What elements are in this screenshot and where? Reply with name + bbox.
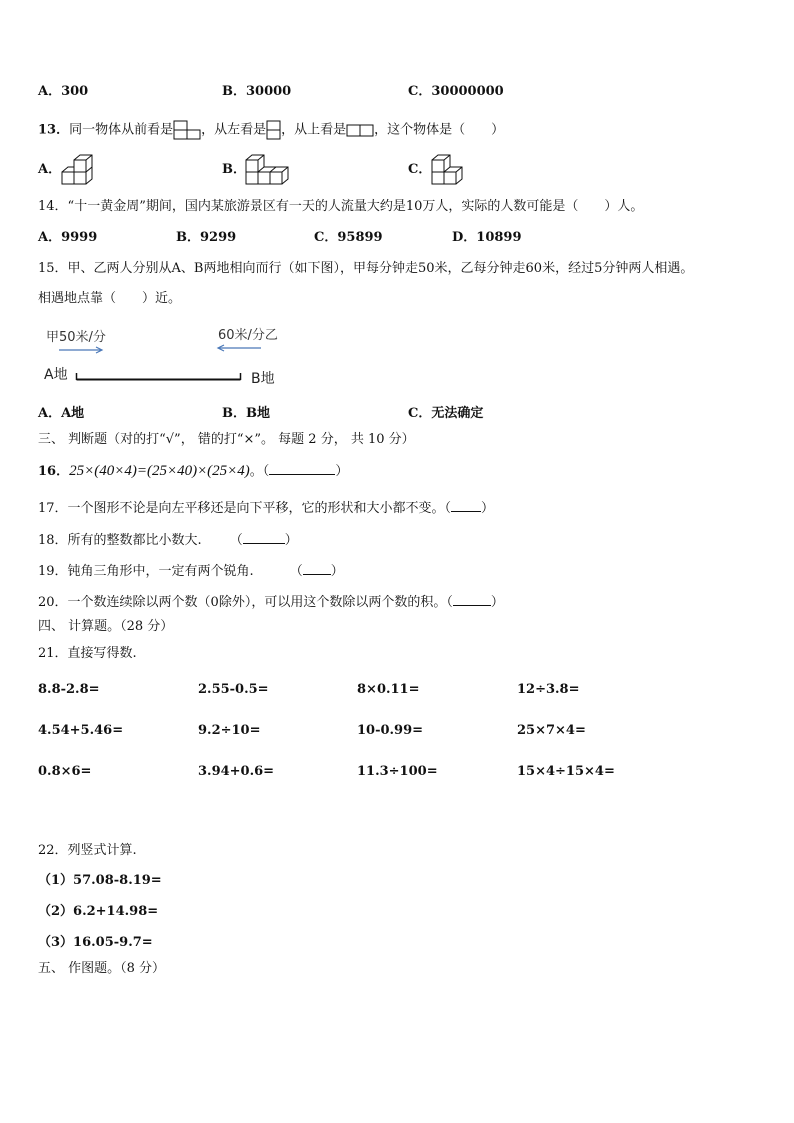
q16-answer-blank[interactable]: [269, 462, 335, 475]
q15-option-c: C．无法确定: [408, 406, 484, 421]
q13-option-b-label: B．: [222, 162, 246, 177]
top-view-icon: [346, 123, 374, 137]
q16-tail: 。（: [249, 464, 270, 479]
q13-text-4: ，这个物体是（ ）: [374, 122, 505, 138]
q20-close: ）: [490, 595, 504, 610]
q17-answer-blank[interactable]: [451, 499, 481, 512]
q15-option-a: A．A地: [38, 406, 85, 421]
q19-text: 19．钝角三角形中，一定有两个锐角.: [38, 564, 254, 579]
section-5-heading: 五、 作图题。（8 分）: [38, 961, 166, 976]
q19-close: ）: [330, 564, 344, 579]
cube-figure-b-icon: [244, 152, 290, 186]
calc-item: 15×4÷15×4=: [517, 764, 615, 779]
calc-item: 8×0.11=: [357, 682, 420, 697]
left-arrow-icon: [216, 344, 262, 352]
q16-close: ）: [335, 464, 349, 479]
q17-close: ）: [481, 501, 495, 516]
q13-stem: [38, 120, 504, 140]
q18-close: ）: [284, 533, 298, 548]
q18-open: （: [229, 533, 243, 548]
q13-text-2: ，从左看是: [201, 122, 267, 138]
calc-item: 9.2÷10=: [198, 723, 261, 738]
q17-stem: [38, 499, 494, 517]
q12-option-a: A．300: [38, 84, 89, 99]
q12-option-c: C．30000000: [408, 84, 504, 99]
calc-item: 0.8×6=: [38, 764, 92, 779]
q17-text: 17．一个图形不论是向左平移还是向下平移，它的形状和大小都不变。（: [38, 501, 452, 516]
section-4-heading: 四、 计算题。（28 分）: [38, 619, 174, 634]
cube-figure-c-icon: [430, 152, 470, 186]
q19-stem: [38, 562, 344, 580]
q20-stem: [38, 593, 504, 611]
calc-item: 3.94+0.6=: [198, 764, 275, 779]
q16-expression: 25×(40×4)=(25×40)×(25×4): [69, 463, 250, 479]
q19-open: （: [289, 564, 303, 579]
q20-text: 20．一个数连续除以两个数（0除外），可以用这个数除以两个数的积。（: [38, 595, 453, 610]
q18-stem: [38, 531, 298, 549]
q22-item-1: （1）57.08-8.19=: [38, 873, 162, 888]
cube-figure-a-icon: [60, 152, 100, 186]
calc-item: 12÷3.8=: [517, 682, 580, 697]
calc-item: 2.55-0.5=: [198, 682, 269, 697]
calc-item: 25×7×4=: [517, 723, 586, 738]
calc-item: 4.54+5.46=: [38, 723, 124, 738]
speed-label-yi: 60米/分乙: [218, 328, 278, 343]
calc-item: 8.8-2.8=: [38, 682, 100, 697]
q15-option-b: B．B地: [222, 406, 270, 421]
q13-number: 13．: [38, 122, 70, 138]
q13-text-1: 同一物体从前看是: [69, 122, 174, 138]
q16-stem: [38, 461, 348, 482]
right-arrow-icon: [58, 346, 104, 354]
q14-stem: 14．“十一黄金周”期间，国内某旅游景区有一天的人流量大约是10万人，实际的人数可能是（ ）人。: [38, 199, 644, 214]
speed-label-jia: 甲50米/分: [46, 330, 106, 345]
q22-title: 22．列竖式计算.: [38, 843, 137, 858]
calc-item: 10-0.99=: [357, 723, 424, 738]
q19-answer-blank[interactable]: [303, 562, 331, 575]
q14-option-a: A．9999: [38, 230, 98, 245]
q16-number: 16．: [38, 464, 70, 479]
q14-option-c: C．95899: [314, 230, 383, 245]
place-label-a: A地: [44, 367, 68, 383]
q13-option-a-label: A．: [38, 162, 62, 177]
front-view-icon: [173, 120, 201, 140]
q14-option-d: D．10899: [452, 230, 522, 245]
q12-option-b: B．30000: [222, 84, 292, 99]
distance-segment: [75, 371, 243, 383]
q13-option-c-label: C．: [408, 162, 432, 177]
q22-item-2: （2）6.2+14.98=: [38, 904, 159, 919]
q18-answer-blank[interactable]: [243, 531, 285, 544]
q14-option-b: B．9299: [176, 230, 237, 245]
q21-title: 21．直接写得数.: [38, 646, 137, 661]
q18-text: 18．所有的整数都比小数大.: [38, 533, 202, 548]
q13-text-3: ，从上看是: [281, 122, 347, 138]
section-3-heading: 三、 判断题（对的打“√”， 错的打“×”。 每题 2 分， 共 10 分）: [38, 432, 415, 447]
q22-item-3: （3）16.05-9.7=: [38, 935, 153, 950]
q15-stem-line-1: 15．甲、乙两人分别从A、B两地相向而行（如下图），甲每分钟走50米，乙每分钟走60米，经过5分钟两人相遇。: [38, 261, 694, 276]
q15-stem-line-2: 相遇地点靠（ ）近。: [38, 291, 182, 306]
left-view-icon: [266, 120, 281, 140]
q20-answer-blank[interactable]: [453, 593, 491, 606]
place-label-b: B地: [251, 371, 275, 387]
calc-item: 11.3÷100=: [357, 764, 438, 779]
